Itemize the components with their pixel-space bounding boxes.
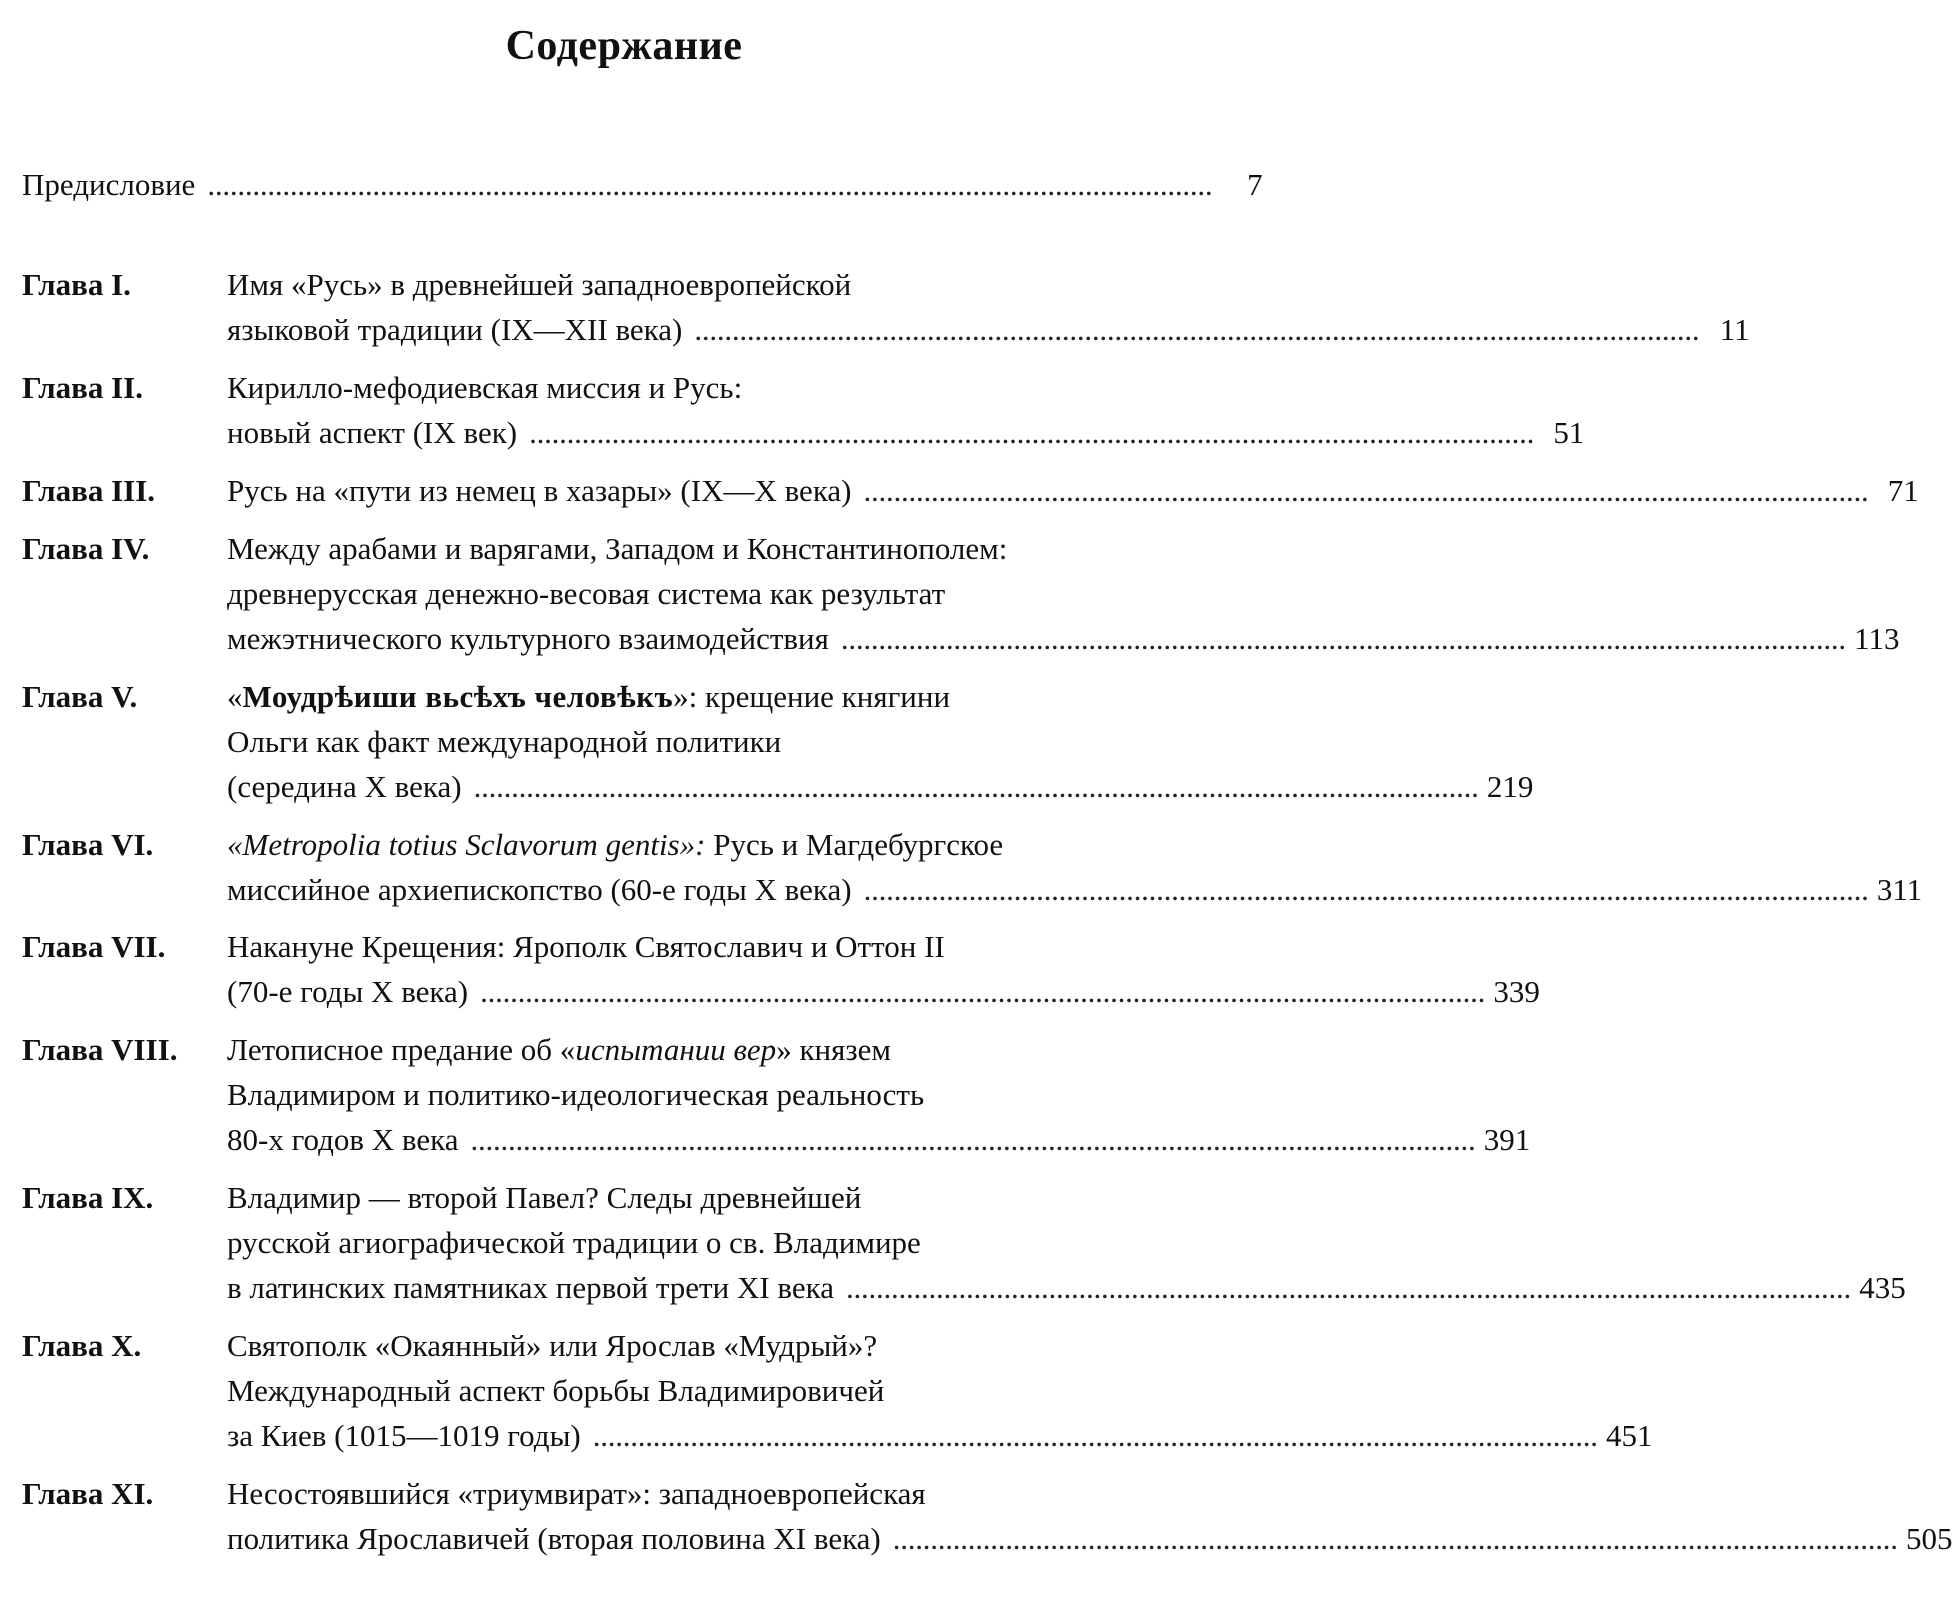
chapter-title-line: миссийное архиепископство (60-е годы X века) <box>227 872 852 907</box>
chapter-label: Глава II. <box>22 370 143 405</box>
chapter-title-line <box>227 1027 1371 1072</box>
chapter-page-number: 505 <box>1906 1521 1953 1556</box>
chapter-title-line: Между арабами и варягами, Западом и Константинополем: <box>227 531 1008 566</box>
chapter-page-number: 451 <box>1605 1418 1653 1453</box>
dot-leader <box>893 1516 1894 1560</box>
chapter-title-fragment: » князем <box>776 1032 891 1067</box>
toc-entry-chapter-10 <box>22 1323 1653 1458</box>
chapter-label: Глава I. <box>22 267 131 302</box>
chapter-page-number: 11 <box>1719 312 1750 347</box>
dot-leader <box>474 764 1475 808</box>
chapter-title-line: 80-х годов X века <box>227 1122 459 1157</box>
dot-leader <box>846 1265 1847 1309</box>
toc-entry-chapter-2 <box>22 365 1585 455</box>
dot-leader <box>529 410 1530 454</box>
chapter-page-number: 219 <box>1486 769 1534 804</box>
chapter-title-line: за Киев (1015—1019 годы) <box>227 1418 581 1453</box>
dot-leader <box>207 163 1208 207</box>
toc-entry-chapter-7 <box>22 924 1540 1014</box>
chapter-title-line: (середина X века) <box>227 769 462 804</box>
chapter-title-line: «Моудрѣиши вьсѣхъ человѣкъ»: крещение княгини <box>227 679 951 714</box>
dot-leader <box>593 1413 1594 1457</box>
toc-entry-chapter-4 <box>22 526 1900 661</box>
chapter-label: Глава III. <box>22 473 156 508</box>
dot-leader <box>864 867 1865 911</box>
chapter-title-line: новый аспект (IX век) <box>227 415 518 450</box>
chapter-title-line: межэтнического культурного взаимодействия <box>227 621 829 656</box>
slavonic-quote: Моудрѣиши вьсѣхъ человѣкъ <box>242 679 674 714</box>
dot-leader <box>694 307 1695 351</box>
chapter-title-line: Святополк «Окаянный» или Ярослав «Мудрый»? <box>227 1328 878 1363</box>
italic-quote: испытании вер <box>575 1032 777 1067</box>
page-title: Содержание <box>505 23 743 69</box>
chapter-label: Глава VI. <box>22 827 154 862</box>
toc-entry-preface <box>22 163 1263 207</box>
latin-quote: Metropolia totius Sclavorum gentis <box>242 827 680 862</box>
chapter-title-line: Кирилло-мефодиевская миссия и Русь: <box>227 370 743 405</box>
chapter-label: Глава IV. <box>22 531 150 566</box>
chapter-page-number: 435 <box>1859 1270 1906 1305</box>
chapter-label: Глава VIII. <box>22 1032 178 1067</box>
chapter-title-line: Несостоявшийся «триумвират»: западноевропейская <box>227 1476 926 1511</box>
chapter-label: Глава XI. <box>22 1476 154 1511</box>
toc-entry-chapter-8 <box>22 1027 1531 1162</box>
chapter-list <box>22 262 1953 1561</box>
chapter-title-fragment: Летописное предание об « <box>227 1032 576 1067</box>
chapter-title-line: «Metropolia totius Sclavorum gentis»: Русь и Магдебургское <box>227 827 1004 862</box>
chapter-title-line: Владимир — второй Павел? Следы древнейшей <box>227 1180 862 1215</box>
toc-entry-chapter-9 <box>22 1175 1906 1310</box>
chapter-page-number: 71 <box>1887 473 1919 508</box>
chapter-title-line: Русь на «пути из немец в хазары» (IX—X века) <box>227 473 852 508</box>
chapter-label: Глава VII. <box>22 929 166 964</box>
chapter-title-line: русской агиографической традиции о св. Владимире <box>227 1225 921 1260</box>
chapter-page-number: 391 <box>1483 1122 1531 1157</box>
toc-entry-chapter-11 <box>22 1471 1953 1561</box>
chapter-title-line: языковой традиции (IX—XII века) <box>227 312 683 347</box>
chapter-label: Глава V. <box>22 679 138 714</box>
preface-label: Предисловие <box>22 167 196 202</box>
preface-page-number: 7 <box>1247 167 1263 202</box>
chapter-title-line: Международный аспект борьбы Владимировичей <box>227 1373 885 1408</box>
chapter-page-number: 339 <box>1493 974 1540 1009</box>
dot-leader <box>471 1117 1472 1161</box>
chapter-title-line: древнерусская денежно-весовая система как результат <box>227 576 946 611</box>
chapter-page-number: 51 <box>1553 415 1585 450</box>
toc-entry-chapter-3 <box>22 468 1919 513</box>
chapter-title-fragment: : крещение княгини <box>688 679 951 714</box>
chapter-title-line: в латинских памятниках первой трети XI века <box>227 1270 834 1305</box>
chapter-label: Глава X. <box>22 1328 142 1363</box>
toc-entry-chapter-1 <box>22 262 1750 352</box>
toc-entry-chapter-6 <box>22 822 1923 912</box>
dot-leader <box>480 969 1481 1013</box>
chapter-title-line: Владимиром и политико-идеологическая реальность <box>227 1077 925 1112</box>
chapter-title-line: политика Ярославичей (вторая половина XI века) <box>227 1521 881 1556</box>
chapter-page-number: 311 <box>1876 872 1923 907</box>
chapter-page-number: 113 <box>1854 621 1900 656</box>
chapter-title-line: (70-е годы X века) <box>227 974 469 1009</box>
dot-leader <box>841 616 1842 660</box>
chapter-title-line: Имя «Русь» в древнейшей западноевропейской <box>227 267 852 302</box>
chapter-title-line: Ольги как факт международной политики <box>227 724 782 759</box>
chapter-title-line: Накануне Крещения: Ярополк Святославич и Оттон II <box>227 929 945 964</box>
chapter-label: Глава IX. <box>22 1180 154 1215</box>
dot-leader <box>864 468 1865 512</box>
chapter-title-fragment: Русь и Магдебургское <box>705 827 1004 862</box>
toc-entry-chapter-5 <box>22 674 1534 809</box>
